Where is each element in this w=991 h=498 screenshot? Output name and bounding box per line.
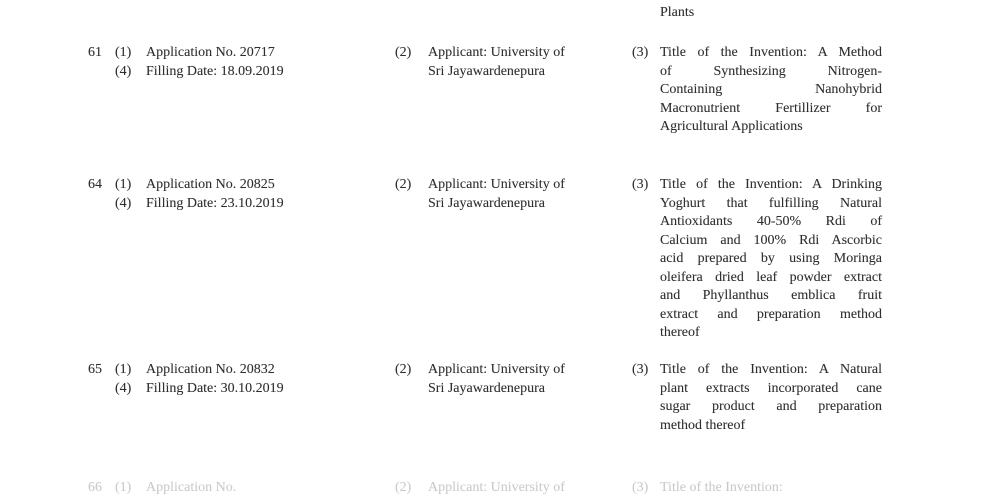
- application-no-line: [115, 479, 395, 498]
- application-no-value: Application No. 20832: [146, 362, 275, 377]
- field-marker: (1): [115, 480, 132, 495]
- applicant-line: Applicant: University of: [428, 362, 565, 377]
- entry-row-64: [88, 176, 882, 343]
- title-block: [660, 361, 882, 435]
- application-no-value: Application No. 20717: [146, 45, 275, 60]
- entry-fragment-bottom: [88, 479, 882, 498]
- title-line: method thereof: [660, 417, 746, 433]
- application-no-line: [115, 361, 395, 380]
- entry-number: 61: [88, 45, 102, 60]
- applicant-block: [428, 176, 598, 213]
- entry-row-61: [88, 44, 882, 137]
- field-block: [115, 176, 395, 213]
- applicant-marker: (2): [395, 480, 412, 495]
- applicant-marker: (2): [395, 177, 412, 192]
- field-marker: (4): [115, 63, 132, 79]
- title-line: Yoghurt that fulfilling Natural: [660, 195, 882, 211]
- filing-date-value: Filling Date: 30.10.2019: [146, 380, 284, 396]
- title-line: Agricultural Applications: [660, 119, 803, 134]
- application-no-value: Application No. 20825: [146, 177, 275, 192]
- title-block: [660, 44, 882, 137]
- title-marker: (3): [632, 177, 649, 192]
- field-marker: (1): [115, 45, 132, 60]
- title-marker: (3): [632, 45, 649, 60]
- applicant-block: [428, 361, 598, 398]
- applicant-line: Applicant: University of: [428, 480, 565, 495]
- applicant-marker: (2): [395, 45, 412, 60]
- title-line: and Phyllanthus emblica fruit: [660, 288, 882, 303]
- filing-date-value: Filling Date: 18.09.2019: [146, 63, 284, 79]
- title-line: Title of the Invention:: [660, 480, 783, 495]
- field-marker: (4): [115, 195, 132, 211]
- applicant-line: Sri Jayawardenepura: [428, 380, 546, 396]
- title-line: Title of the Invention: A Natural: [660, 362, 882, 377]
- application-no-value: Application No.: [146, 480, 237, 495]
- field-block: [115, 44, 395, 81]
- fragment-title-block: [660, 0, 882, 22]
- applicant-line: Applicant: University of: [428, 45, 565, 60]
- applicant-block: [428, 479, 598, 498]
- application-no-line: [115, 44, 395, 63]
- title-line: sugar product and preparation: [660, 399, 882, 414]
- title-line: Title of the Invention: A Drinking: [660, 177, 882, 192]
- filing-date-line: [115, 380, 395, 399]
- entry-number: 65: [88, 362, 102, 377]
- applicant-marker: (2): [395, 362, 412, 377]
- applicant-line: Applicant: University of: [428, 177, 565, 192]
- field-block: [115, 479, 395, 498]
- title-block: [660, 479, 882, 498]
- title-line: extract and preparation method: [660, 306, 882, 322]
- title-line: Antioxidants 40-50% Rdi of: [660, 214, 882, 229]
- field-marker: (1): [115, 177, 132, 192]
- fragment-title-line: Plants: [660, 4, 695, 20]
- title-line: Containing Nanohybrid: [660, 82, 882, 97]
- field-block: [115, 361, 395, 398]
- title-line: Macronutrient Fertillizer for: [660, 100, 882, 116]
- applicant-line: Sri Jayawardenepura: [428, 63, 546, 79]
- title-line: of Synthesizing Nitrogen-: [660, 63, 882, 79]
- filing-date-line: [115, 63, 395, 82]
- entry-fragment-top: [88, 0, 882, 22]
- title-line: acid prepared by using Moringa: [660, 251, 882, 266]
- title-line: plant extracts incorporated cane: [660, 380, 882, 396]
- field-marker: (4): [115, 380, 132, 396]
- entry-number: 66: [88, 480, 102, 495]
- title-line: oleifera dried leaf powder extract: [660, 269, 882, 285]
- title-line: Title of the Invention: A Method: [660, 45, 882, 60]
- title-marker: (3): [632, 362, 649, 377]
- title-block: [660, 176, 882, 343]
- filing-date-line: [115, 195, 395, 214]
- title-marker: (3): [632, 480, 649, 495]
- title-line: thereof: [660, 325, 700, 340]
- entry-row-65: [88, 361, 882, 435]
- application-no-line: [115, 176, 395, 195]
- fragment-title-line: [660, 0, 882, 4]
- title-line: Calcium and 100% Rdi Ascorbic: [660, 232, 882, 248]
- applicant-block: [428, 44, 598, 81]
- filing-date-value: Filling Date: 23.10.2019: [146, 195, 284, 211]
- field-marker: (1): [115, 362, 132, 377]
- entry-number: 64: [88, 177, 102, 192]
- applicant-line: Sri Jayawardenepura: [428, 195, 546, 211]
